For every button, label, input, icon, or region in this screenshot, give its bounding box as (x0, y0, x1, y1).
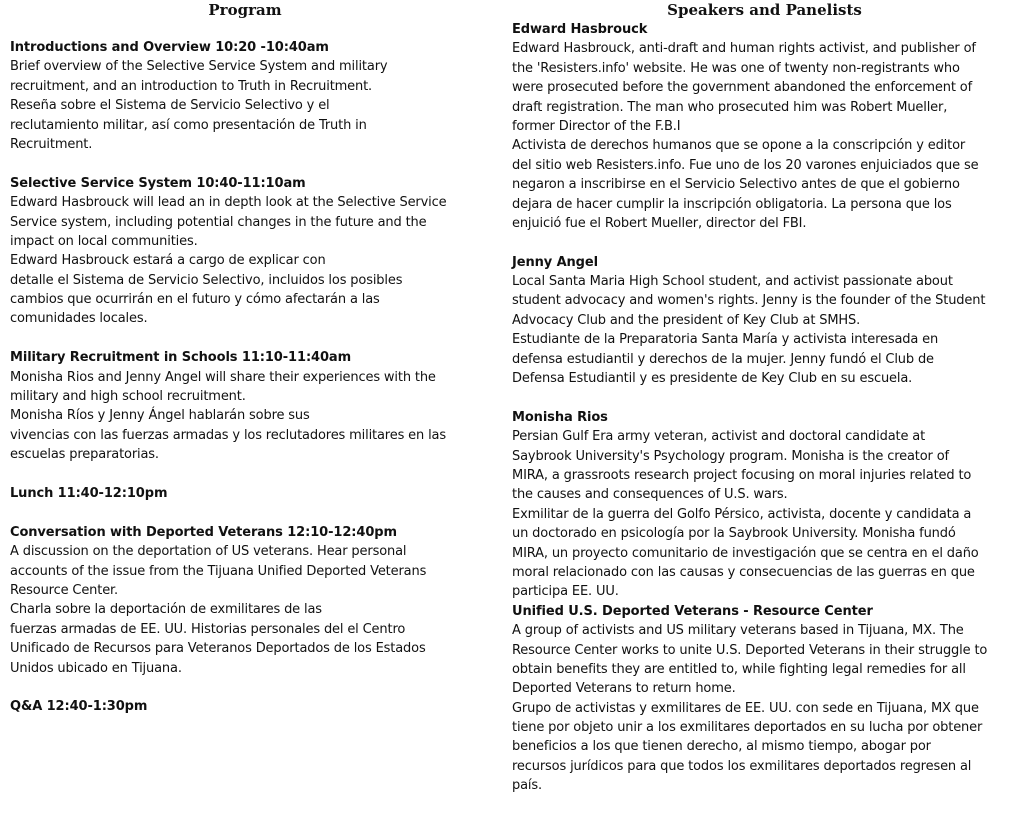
text-line: Advocacy Club and the president of Key Club at SMHS. (512, 312, 861, 328)
text-line: recursos jurídicos para que todos los exmilitares deportados regresen al (512, 758, 972, 774)
text-line: military and high school recruitment. (10, 389, 246, 405)
speaker-paragraph (512, 330, 1017, 388)
text-line: impact on local communities. (10, 233, 198, 249)
speaker-section (512, 408, 1017, 602)
text-line: fuerzas armadas de EE. UU. Historias personales del el Centro (10, 621, 406, 637)
text-line: moral relacionado con las causas y consecuencias de las guerras en que (512, 564, 975, 580)
text-line: participa EE. UU. (512, 584, 619, 600)
text-line: Exmilitar de la guerra del Golfo Pérsico, activista, docente y candidata a (512, 506, 972, 522)
text-line: negaron a inscribirse en el Servicio Selectivo antes de que el gobierno (512, 177, 960, 193)
text-line: enjuició fue el Robert Mueller, director del FBI. (512, 215, 807, 231)
program-section-title: Military Recruitment in Schools 11:10-11:40am (10, 350, 352, 366)
program-paragraph (10, 600, 480, 678)
speakers-heading: Speakers and Panelists (667, 1, 862, 19)
speaker-paragraph (512, 621, 1017, 699)
text-line: Activista de derechos humanos que se opone a la conscripción y editor (512, 138, 966, 154)
text-line: Edward Hasbrouck estará a cargo de explicar con (10, 253, 326, 269)
text-line: Edward Hasbrouck, anti-draft and human rights activist, and publisher of (512, 41, 976, 57)
text-line: Reseña sobre el Sistema de Servicio Selectivo y el (10, 98, 330, 114)
text-line: Monisha Rios and Jenny Angel will share their experiences with the (10, 369, 436, 385)
program-paragraph (10, 406, 480, 464)
text-line: MIRA, a grassroots research project focusing on moral injuries related to (512, 467, 972, 483)
text-line: Unidos ubicado en Tijuana. (10, 660, 182, 676)
program-heading: Program (208, 1, 282, 19)
speaker-section-title: Unified U.S. Deported Veterans - Resource Center (512, 603, 873, 619)
text-line: student advocacy and women's rights. Jenny is the founder of the Student (512, 293, 986, 309)
text-line: defensa estudiantil y derechos de la mujer. Jenny fundó el Club de (512, 351, 934, 367)
program-paragraph (10, 57, 480, 96)
text-line: Monisha Ríos y Jenny Ángel hablarán sobre sus (10, 408, 310, 424)
text-line: escuelas preparatorias. (10, 447, 159, 463)
text-line: tiene por objeto unir a los exmilitares deportados en su lucha por obtener (512, 720, 983, 736)
text-line: accounts of the issue from the Tijuana Unified Deported Veterans (10, 563, 427, 579)
program-paragraph (10, 251, 480, 329)
text-line: Local Santa Maria High School student, and activist passionate about (512, 274, 953, 290)
speaker-paragraph (512, 136, 1017, 233)
text-line: detalle el Sistema de Servicio Selectivo, incluidos los posibles (10, 272, 403, 288)
text-line: Resource Center works to unite U.S. Deported Veterans in their struggle to (512, 642, 988, 658)
speaker-section-title: Edward Hasbrouck (512, 22, 648, 37)
text-line: Charla sobre la deportación de exmilitares de las (10, 602, 322, 618)
text-line: were prosecuted before the government abandoned the enforcement of (512, 80, 972, 96)
program-paragraph (10, 193, 480, 251)
speaker-section-title: Jenny Angel (512, 254, 598, 270)
text-line: país. (512, 778, 542, 794)
text-line: Defensa Estudiantil y es presidente de Key Club en su escuela. (512, 371, 913, 387)
text-line: Estudiante de la Preparatoria Santa María y activista interesada en (512, 332, 939, 348)
text-line: Grupo de activistas y exmilitares de EE. UU. con sede en Tijuana, MX que (512, 700, 979, 716)
text-line: obtain benefits they are entitled to, while fighting legal remedies for all (512, 661, 966, 677)
program-section (10, 484, 480, 503)
speakers-column (512, 0, 1017, 815)
text-line: beneficios a los que tienen derecho, al mismo tiempo, abogar por (512, 739, 931, 755)
program-section (10, 348, 480, 464)
speaker-paragraph (512, 272, 1017, 330)
text-line: A group of activists and US military veterans based in Tijuana, MX. The (512, 623, 964, 639)
text-line: the causes and consequences of U.S. wars. (512, 487, 788, 503)
text-line: MIRA, un proyecto comunitario de investigación que se centra en el daño (512, 545, 979, 561)
speaker-paragraph (512, 39, 1017, 136)
speaker-paragraph (512, 427, 1017, 505)
text-line: reclutamiento militar, así como presentación de Truth in (10, 117, 367, 133)
text-line: Persian Gulf Era army veteran, activist and doctoral candidate at (512, 429, 926, 445)
text-line: Recruitment. (10, 136, 93, 152)
text-line: the 'Resisters.info' website. He was one of twenty non-registrants who (512, 60, 960, 76)
program-section-title: Conversation with Deported Veterans 12:10-12:40pm (10, 524, 397, 540)
speaker-section (512, 602, 1017, 796)
text-line: comunidades locales. (10, 311, 148, 327)
program-section (10, 174, 480, 329)
text-line: del sitio web Resisters.info. Fue uno de los 20 varones enjuiciados que se (512, 157, 979, 173)
speaker-paragraph (512, 505, 1017, 602)
program-section-title: Lunch 11:40-12:10pm (10, 485, 168, 501)
text-line: Unificado de Recursos para Veteranos Deportados de los Estados (10, 641, 426, 657)
text-line: A discussion on the deportation of US veterans. Hear personal (10, 544, 407, 560)
text-line: Edward Hasbrouck will lead an in depth look at the Selective Service (10, 195, 447, 211)
speaker-paragraph (512, 699, 1017, 796)
text-line: Resource Center. (10, 582, 119, 598)
text-line: recruitment, and an introduction to Truth in Recruitment. (10, 78, 373, 94)
text-line: vivencias con las fuerzas armadas y los reclutadores militares en las (10, 427, 446, 443)
text-line: dejara de hacer cumplir la inscripción obligatoria. La persona que los (512, 196, 952, 212)
speaker-section (512, 20, 1017, 233)
program-paragraph (10, 542, 480, 600)
text-line: cambios que ocurrirán en el futuro y cómo afectarán a las (10, 292, 380, 308)
program-sections (10, 38, 480, 717)
program-section-title: Selective Service System 10:40-11:10am (10, 175, 306, 191)
program-paragraph (10, 96, 480, 154)
text-line: Deported Veterans to return home. (512, 681, 736, 697)
program-section (10, 697, 480, 716)
speaker-section-title: Monisha Rios (512, 409, 608, 425)
text-line: Saybrook University's Psychology program. Monisha is the creator of (512, 448, 949, 464)
program-column (10, 0, 480, 736)
speaker-sections (512, 20, 1017, 796)
text-line: draft registration. The man who prosecuted him was Robert Mueller, (512, 99, 948, 115)
text-line: Brief overview of the Selective Service System and military (10, 59, 388, 75)
speaker-section (512, 253, 1017, 389)
program-section-title: Q&A 12:40-1:30pm (10, 699, 148, 715)
program-section (10, 523, 480, 678)
text-line: former Director of the F.B.I (512, 118, 681, 134)
program-section (10, 38, 480, 154)
program-section-title: Introductions and Overview 10:20 -10:40am (10, 40, 329, 55)
text-line: Service system, including potential changes in the future and the (10, 214, 427, 230)
text-line: un doctorado en psicología por la Saybrook University. Monisha fundó (512, 526, 956, 542)
program-paragraph (10, 368, 480, 407)
